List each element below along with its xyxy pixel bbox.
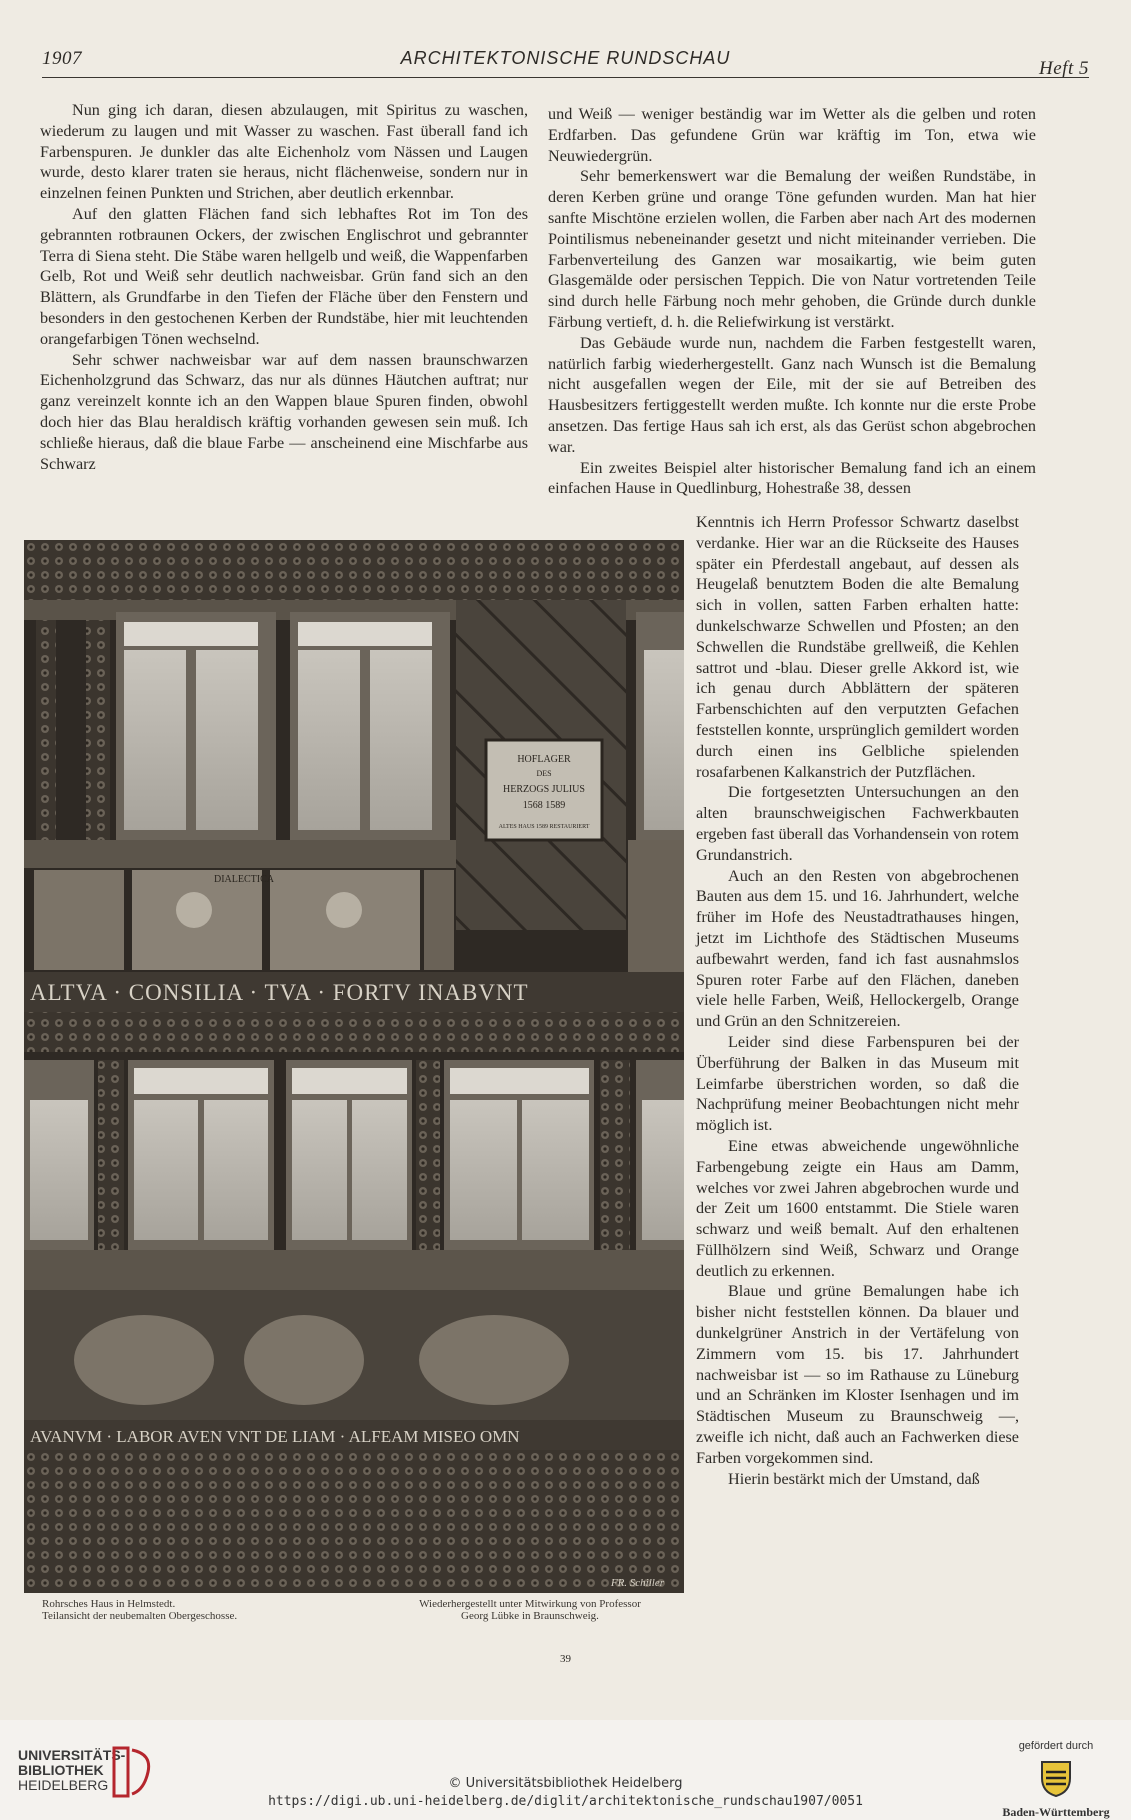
plaque-line: DES — [536, 769, 552, 778]
copyright-notice: © Universitätsbibliothek Heidelberg — [448, 1776, 683, 1791]
paragraph: Blaue und grüne Bemalungen habe ich bisher nicht feststellen können. Da blauer und dunkelgrüner Anstrich in der Vertäfelung von Zimmern vom 15. bis 17. Jahrhundert nachweisbar ist — so im Rathause zu Lüneburg und an Schränken im Kloster Isenhagen und im Städtischen Museum zu Braunschweig —, zweifle ich nicht, daß auch an Fachwerken diese Farben vorgekommen sind. — [696, 1282, 1019, 1467]
paragraph: Sehr bemerkenswert war die Bemalung der weißen Rundstäbe, in deren Kerben grüne und orange Töne gefunden wurden. Man hat hier sanfte Mischtöne erzielen wollen, die Farben aber nach Art des modernen Pointilismus nebeneinander gesetzt und nicht miteinander verrieben. Die Farbenverteilung des Ganzen war mosaikartig, wie beim guten Glasgemälde oder persischen Teppich. Die von Natur vortretenden Teile sind durch helle Färbung noch mehr gehoben, die Gründe durch dunkle Färbung vertieft, d. h. die Reliefwirkung ist verstärkt. — [548, 167, 1036, 331]
inscription-text: ALTVA · CONSILIA · TVA · FORTV INABVNT — [30, 980, 529, 1005]
digitization-footer — [0, 1720, 1131, 1819]
plaque-line: HOFLAGER — [517, 754, 571, 765]
header-title: ARCHITEKTONISCHE RUNDSCHAU — [400, 48, 731, 68]
paragraph: Leider sind diese Farbenspuren bei der Überführung der Balken in das Museum mit Leimfarbe überstrichen worden, so daß die Nachprüfung meiner Beobachtungen nicht mehr möglich ist. — [696, 1032, 1019, 1135]
library-line: UNIVERSITÄTS- — [18, 1747, 126, 1763]
page-number: 39 — [560, 1653, 571, 1665]
running-header — [42, 44, 1089, 78]
library-line: BIBLIOTHEK — [18, 1762, 104, 1778]
inscription-text: AVANVM · LABOR AVEN VNT DE LIAM · ALFEAM MISEO OMN — [30, 1427, 520, 1446]
paragraph: und Weiß — weniger beständig war im Wetter als die gelben und roten Erdfarben. Das gefundene Grün war kräftig im Ton, etwa wie Neuwiedergrün. — [548, 105, 1036, 165]
paragraph: Das Gebäude wurde nun, nachdem die Farben festgestellt waren, natürlich farbig wiederhergestellt. Ganz nach Wunsch ist die Bemalung nicht ausgefallen wegen der Eile, mit der sie auf Betreiben des Hausbesitzers fertiggestellt werden mußte. Ich konnte nur die erste Probe ansetzen. Das fertige Haus sah ich erst, als das Gerüst schon abgebrochen war. — [548, 333, 1036, 456]
relief-label: DIALECTICA — [214, 874, 274, 885]
header-issue: Heft 5 — [1039, 58, 1089, 79]
photo-caption-left — [42, 1598, 302, 1622]
paragraph: Eine etwas abweichende ungewöhnliche Farbengebung zeigte ein Haus am Damm, welches vor zwei Jahren abgebrochen wurde und der Zeit um 1600 entstammt. Die Stiele waren schwarz und weiß bemalt. Auf den erhaltenen Füllhölzern sind Weiß, Schwarz und Orange deutlich zu erkennen. — [696, 1136, 1019, 1280]
header-rule — [42, 77, 1089, 78]
column-left — [40, 100, 528, 474]
header-year: 1907 — [42, 48, 82, 69]
funder-name: Baden-Württemberg — [1002, 1805, 1110, 1819]
permalink-url[interactable]: https://digi.ub.uni-heidelberg.de/diglit/architektonische_rundschau1907/0051 — [268, 1794, 863, 1809]
funder-label: gefördert durch — [1018, 1740, 1094, 1752]
facade-photograph — [24, 540, 684, 1593]
paragraph: Die fortgesetzten Untersuchungen an den alten braunschweigischen Fachwerkbauten ergeben fast überall das Vorhandensein von rotem Grundanstrich. — [696, 783, 1019, 864]
plaque-small: ALTES HAUS 1589 RESTAURIERT — [498, 824, 590, 830]
plaque-line: HERZOGS JULIUS — [503, 784, 585, 795]
paragraph: Hierin bestärkt mich der Umstand, daß — [728, 1469, 980, 1488]
facade-illustration — [24, 540, 684, 1593]
caption-text: Wiederhergestellt unter Mitwirkung von Professor Georg Lübke in Braunschweig. — [419, 1598, 641, 1622]
paragraph: Nun ging ich daran, diesen abzulaugen, mit Spiritus zu waschen, wiederum zu laugen und mit Wasser zu waschen. Fast überall fand ich Farbenspuren. Je dunkler das alte Eichenholz vom Nässen und Laugen wurde, desto klarer traten sie heraus, nicht flächenweise, sondern nur in einzelnen feinen Punkten und Strichen, aber deutlich erkennbar. — [40, 101, 528, 203]
paragraph: Auch an den Resten von abgebrochenen Bauten aus dem 15. und 16. Jahrhundert, welche früher im Hofe des Neustadtrathauses hingen, jetzt im Lichthofe des Städtischen Museums aufbewahrt werden, fand ich fast ausnahmslos Spuren roter Farbe auf den Flächen, daneben viele helle Farben, Weiß, Hellockergelb, Orange und Grün an den Schnitzereien. — [696, 866, 1019, 1031]
paragraph: Kenntnis ich Herrn Professor Schwartz daselbst verdanke. Hier war an die Rückseite des Hauses später ein Pferdestall angebaut, auf dessen als Heugelaß benutztem Boden die alte Bemalung sich in vollen, satten Farben erhalten hatte: dunkelschwarze Schwellen und Pfosten; an den Schwellen die Rundstäbe grellweiß, die Kehlen sattrot und -blau. Dieser grelle Akkord ist, wie ich genau durch Abblättern der späteren Farbenschichten auf den verputzten Gefachen feststellen konnte, ursprünglich gemildert worden durch einen ins Gelbliche spielenden rosafarbenen Kalkanstrich der Putzflächen. — [696, 513, 1019, 781]
caption-text: Rohrsches Haus in Helmstedt. Teilansicht der neubemalten Obergeschosse. — [42, 1598, 238, 1622]
library-line: HEIDELBERG — [18, 1777, 109, 1793]
paragraph: Sehr schwer nachweisbar war auf dem nassen braunschwarzen Eichenholzgrund das Schwarz, das nur als dünnes Häutchen auftrat; nur ganz vereinzelt konnte ich an den Wappen blaue Spuren finden, obwohl doch hier das Blau heraldisch kräftig vorhanden gewesen sein muß. Ich schließe hieraus, daß die blaue Farbe — anscheinend eine Mischfarbe aus Schwarz — [40, 350, 528, 473]
paragraph: Ein zweites Beispiel alter historischer Bemalung fand ich an einem einfachen Hause in Quedlinburg, Hohestraße 38, dessen — [548, 458, 1036, 498]
column-right — [548, 104, 1036, 499]
library-mark-icon — [108, 1744, 156, 1800]
artist-signature: FR. Schiller — [610, 1577, 664, 1589]
photo-caption-right — [380, 1598, 680, 1622]
paragraph: Auf den glatten Flächen fand sich lebhaftes Rot im Ton des gebrannten rotbraunen Ockers, der zwischen Englischrot und gebrannter Terra di Siena steht. Die Stäbe waren hellgelb und weiß, die Wappenfarben Gelb, Rot und Weiß sehr deutlich nachweisbar. Grün fand sich an den Blättern, als Grundfarbe in den Tiefen der Fläche über den Fenstern und besonders in den gestochenen Kerben der Rundstäbe, hier mit leuchtenden orangefarbigen Tönen wechselnd. — [40, 204, 528, 348]
column-narrow — [696, 512, 1019, 1489]
plaque-line: 1568 1589 — [522, 800, 566, 811]
